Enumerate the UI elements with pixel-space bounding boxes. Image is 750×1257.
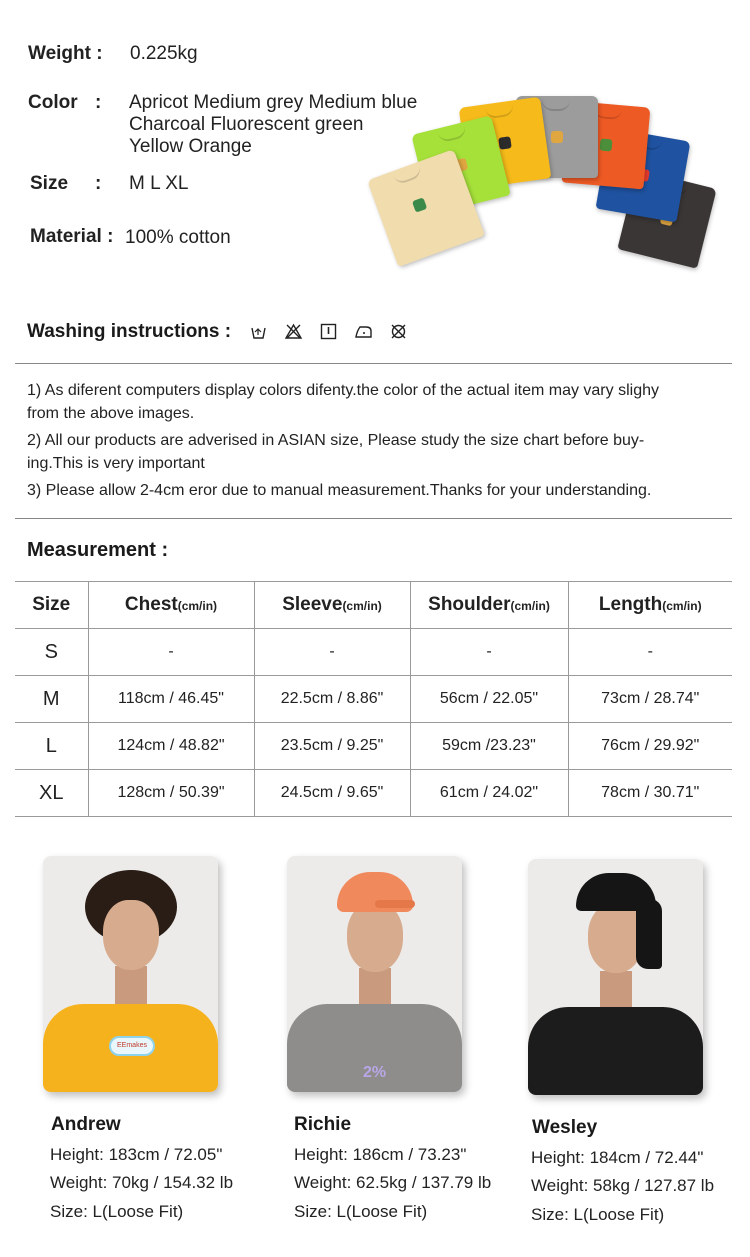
model-photo-wesley	[528, 859, 703, 1095]
note-2a: 2) All our products are adverised in ASIAN size, Please study the size chart before buy-	[27, 432, 645, 449]
tumble-dry-icon	[320, 323, 337, 340]
cell-length: 78cm / 30.71"	[568, 770, 732, 817]
model-weight: Weight: 70kg / 154.32 lb	[50, 1173, 234, 1192]
iron-icon	[355, 323, 372, 340]
model-weight: Weight: 58kg / 127.87 lb	[531, 1176, 715, 1195]
shirt-color-fan	[370, 92, 715, 267]
cell-sleeve: 24.5cm / 9.65"	[254, 770, 410, 817]
header-shoulder	[410, 582, 568, 629]
cell-sleeve: 23.5cm / 9.25"	[254, 723, 410, 770]
size-colon: :	[95, 173, 102, 194]
model-height: Height: 183cm / 72.05"	[50, 1145, 223, 1164]
header-size-label: Size	[32, 594, 71, 615]
header-sleeve	[254, 582, 410, 629]
header-sleeve-unit: (cm/in)	[342, 599, 382, 613]
header-chest-unit: (cm/in)	[177, 599, 218, 613]
header-length-unit: (cm/in)	[662, 599, 702, 613]
washing-instructions-title: Washing instructions :	[27, 321, 232, 342]
measurement-table	[15, 581, 732, 817]
cell-chest: -	[88, 629, 254, 676]
cell-size: L	[15, 723, 88, 770]
note-1b: from the above images.	[27, 405, 195, 422]
table-row	[15, 723, 732, 770]
header-size	[15, 582, 88, 629]
model-weight: Weight: 62.5kg / 137.79 lb	[294, 1173, 492, 1192]
cell-shoulder: 59cm /23.23"	[410, 723, 568, 770]
divider-bottom	[15, 518, 732, 519]
header-shoulder-label: Shoulder	[428, 594, 511, 615]
model-shirt	[528, 1007, 703, 1095]
model-name: Richie	[294, 1114, 352, 1135]
model-name: Wesley	[532, 1117, 598, 1138]
header-shoulder-unit: (cm/in)	[510, 599, 550, 613]
note-3: 3) Please allow 2-4cm eror due to manual measurement.Thanks for your understanding.	[27, 482, 652, 499]
model-photo-andrew	[43, 856, 218, 1092]
shirt-print-label: 2%	[363, 1064, 387, 1081]
cell-sleeve: 22.5cm / 8.86"	[254, 676, 410, 723]
cell-length: -	[568, 629, 732, 676]
header-length-label: Length	[598, 594, 663, 615]
color-line-2: Charcoal Fluorescent green	[129, 114, 364, 135]
cell-length: 76cm / 29.92"	[568, 723, 732, 770]
cell-chest: 118cm / 46.45"	[88, 676, 254, 723]
table-row	[15, 676, 732, 723]
shirt-print-label: EEmakes	[109, 1036, 155, 1056]
table-row	[15, 770, 732, 817]
note-1a: 1) As diferent computers display colors difenty.the color of the actual item may vary slighy	[27, 382, 659, 399]
color-label: Color	[28, 92, 78, 113]
color-line-3: Yellow Orange	[129, 136, 252, 157]
header-chest	[88, 582, 254, 629]
model-photo-richie	[287, 856, 462, 1092]
table-row	[15, 629, 732, 676]
cell-size: XL	[15, 770, 88, 817]
material-label: Material :	[30, 226, 114, 247]
cell-chest: 128cm / 50.39"	[88, 770, 254, 817]
model-height: Height: 186cm / 73.23"	[294, 1145, 467, 1164]
color-colon: :	[95, 92, 102, 113]
cell-size: M	[15, 676, 88, 723]
cell-shoulder: -	[410, 629, 568, 676]
weight-value: 0.225kg	[130, 43, 198, 64]
header-sleeve-label: Sleeve	[282, 594, 343, 615]
do-not-dry-clean-icon	[390, 323, 407, 340]
material-value: 100% cotton	[125, 227, 231, 248]
cell-length: 73cm / 28.74"	[568, 676, 732, 723]
cell-size: S	[15, 629, 88, 676]
note-2b: ing.This is very important	[27, 455, 205, 472]
do-not-bleach-icon	[285, 323, 302, 340]
color-line-1: Apricot Medium grey Medium blue	[129, 92, 418, 113]
model-size: Size: L(Loose Fit)	[294, 1202, 428, 1221]
header-chest-label: Chest	[124, 594, 178, 615]
table-header-row	[15, 582, 732, 629]
washing-icons	[250, 323, 407, 340]
cell-shoulder: 56cm / 22.05"	[410, 676, 568, 723]
model-size: Size: L(Loose Fit)	[531, 1205, 665, 1224]
cell-shoulder: 61cm / 24.02"	[410, 770, 568, 817]
model-height: Height: 184cm / 72.44"	[531, 1148, 704, 1167]
hand-wash-icon	[250, 323, 267, 340]
weight-label: Weight :	[28, 43, 103, 64]
header-length	[568, 582, 732, 629]
model-name: Andrew	[51, 1114, 121, 1135]
size-value: M L XL	[129, 173, 189, 194]
measurement-title: Measurement :	[27, 539, 169, 561]
model-size: Size: L(Loose Fit)	[50, 1202, 184, 1221]
cell-sleeve: -	[254, 629, 410, 676]
divider-top	[15, 363, 732, 364]
size-label: Size	[30, 173, 69, 194]
cell-chest: 124cm / 48.82"	[88, 723, 254, 770]
